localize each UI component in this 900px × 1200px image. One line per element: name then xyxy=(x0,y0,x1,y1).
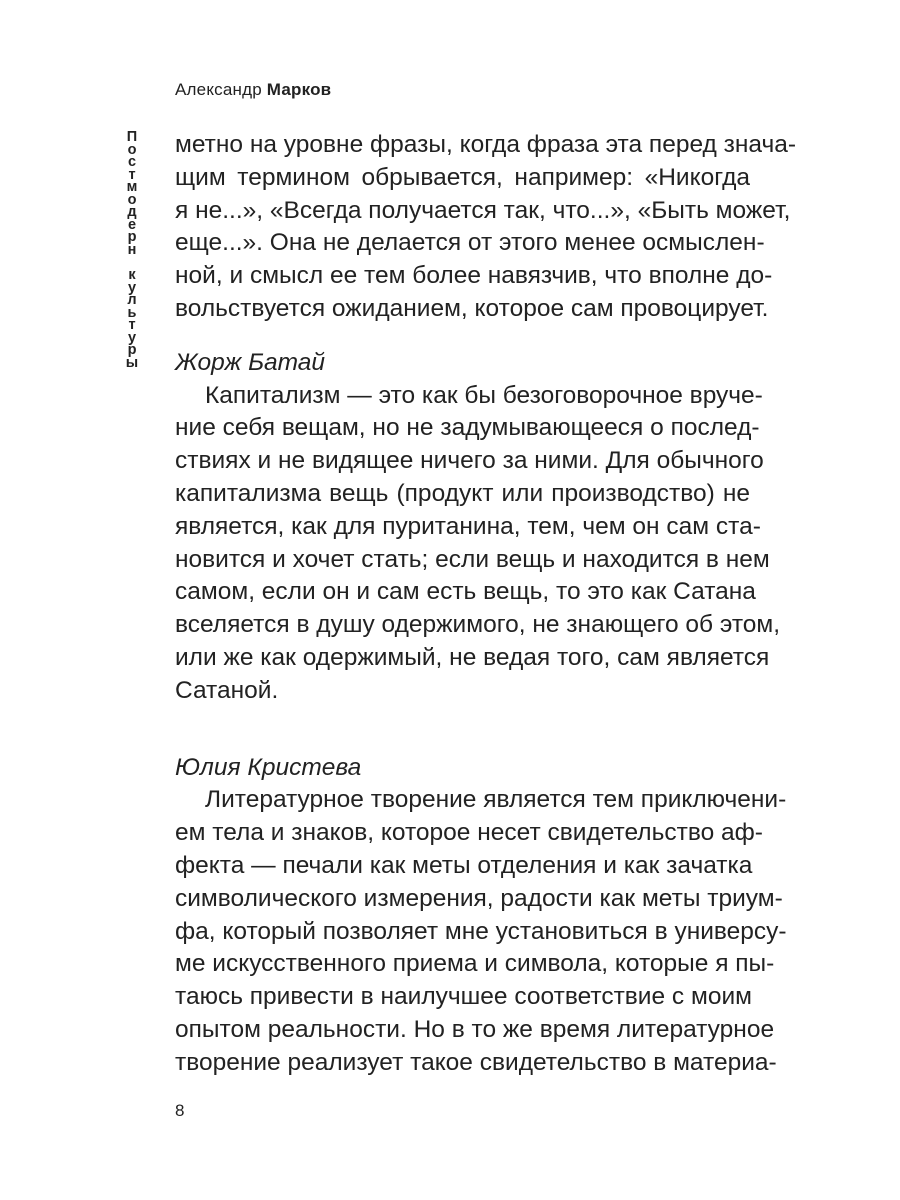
text-line: опытом реальности. Но в то же время литературное xyxy=(175,1015,775,1043)
text-line: щим термином обрывается, например: «Никогда xyxy=(175,163,750,191)
text-line: капитализма вещь (продукт или производство) не xyxy=(175,479,750,507)
text-line: вселяется в душу одержимого, не знающего об этом, xyxy=(175,611,781,639)
side-title-letter: ы xyxy=(125,354,139,371)
text-line: вольствуется ожиданием, которое сам провоцирует. xyxy=(175,294,769,322)
text-line: ме искусственного приема и символа, которые я пы- xyxy=(175,950,775,978)
author-last-name: Марков xyxy=(266,80,332,99)
page-number: 8 xyxy=(175,1101,185,1120)
quote-author-bataille: Жорж Батай xyxy=(175,348,326,376)
side-title-letter: т xyxy=(128,317,136,333)
text-line: самом, если он и сам есть вещь, то это как Сатана xyxy=(175,578,756,606)
text-line: фа, который позволяет мне установиться в универсу- xyxy=(175,917,787,945)
author-first-name: Александр xyxy=(175,80,262,99)
main-text xyxy=(175,129,797,1080)
text-line: ем тела и знаков, которое несет свидетельство аф- xyxy=(175,819,763,847)
text-line: метно на уровне фразы, когда фраза эта перед знача- xyxy=(175,131,797,158)
side-title-letter: с xyxy=(127,154,137,170)
text-line: фекта — печали как меты отделения и как зачатка xyxy=(175,851,753,879)
side-title-letter: т xyxy=(128,166,136,183)
side-title-letter: о xyxy=(127,141,137,158)
text-line: ной, и смысл ее тем более навязчив, что вполне до- xyxy=(175,262,773,290)
text-line: символического измерения, радости как меты триум- xyxy=(175,884,783,912)
text-line: еще...». Она не делается от этого менее осмыслен- xyxy=(175,229,765,257)
side-title-letter: ь xyxy=(127,304,137,321)
text-line: Сатаной. xyxy=(175,676,279,704)
text-line: ние себя вещам, но не задумывающееся о послед- xyxy=(175,414,760,442)
text-line: я не...», «Всегда получается так, что...», «Быть может, xyxy=(175,196,791,224)
quote-author-kristeva: Юлия Кристева xyxy=(175,753,362,781)
side-title-letter: П xyxy=(126,129,138,145)
text-line: таюсь привести в наилучшее соответствие с моим xyxy=(175,983,752,1011)
side-title-letter: р xyxy=(127,229,137,245)
text-line: ствиях и не видящее ничего за ними. Для обычного xyxy=(175,447,764,475)
side-title-letter: р xyxy=(127,342,137,358)
side-title-letter: о xyxy=(127,191,137,208)
side-title-letter: м xyxy=(126,179,138,195)
text-line: творение реализует такое свидетельство в материа- xyxy=(175,1048,777,1076)
text-line: является, как для пуританина, тем, чем он сам ста- xyxy=(175,512,761,540)
side-title-letter: е xyxy=(127,216,137,233)
text-line: Капитализм — это как бы безоговорочное вруче- xyxy=(205,381,763,409)
text-line: или же как одержимый, не ведая того, сам является xyxy=(175,643,770,671)
side-title-letter: к xyxy=(128,267,136,283)
side-title-letter: н xyxy=(127,241,137,258)
vertical-book-title xyxy=(121,131,143,369)
side-title-letter: л xyxy=(127,292,137,308)
side-title-letter: у xyxy=(127,279,137,296)
running-head xyxy=(175,80,331,100)
text-line: Литературное творение является тем приключени- xyxy=(205,786,787,814)
side-title-letter: у xyxy=(127,329,137,346)
side-title-letter: д xyxy=(127,204,137,220)
text-line: новится и хочет стать; если вещь и находится в нем xyxy=(175,545,770,573)
